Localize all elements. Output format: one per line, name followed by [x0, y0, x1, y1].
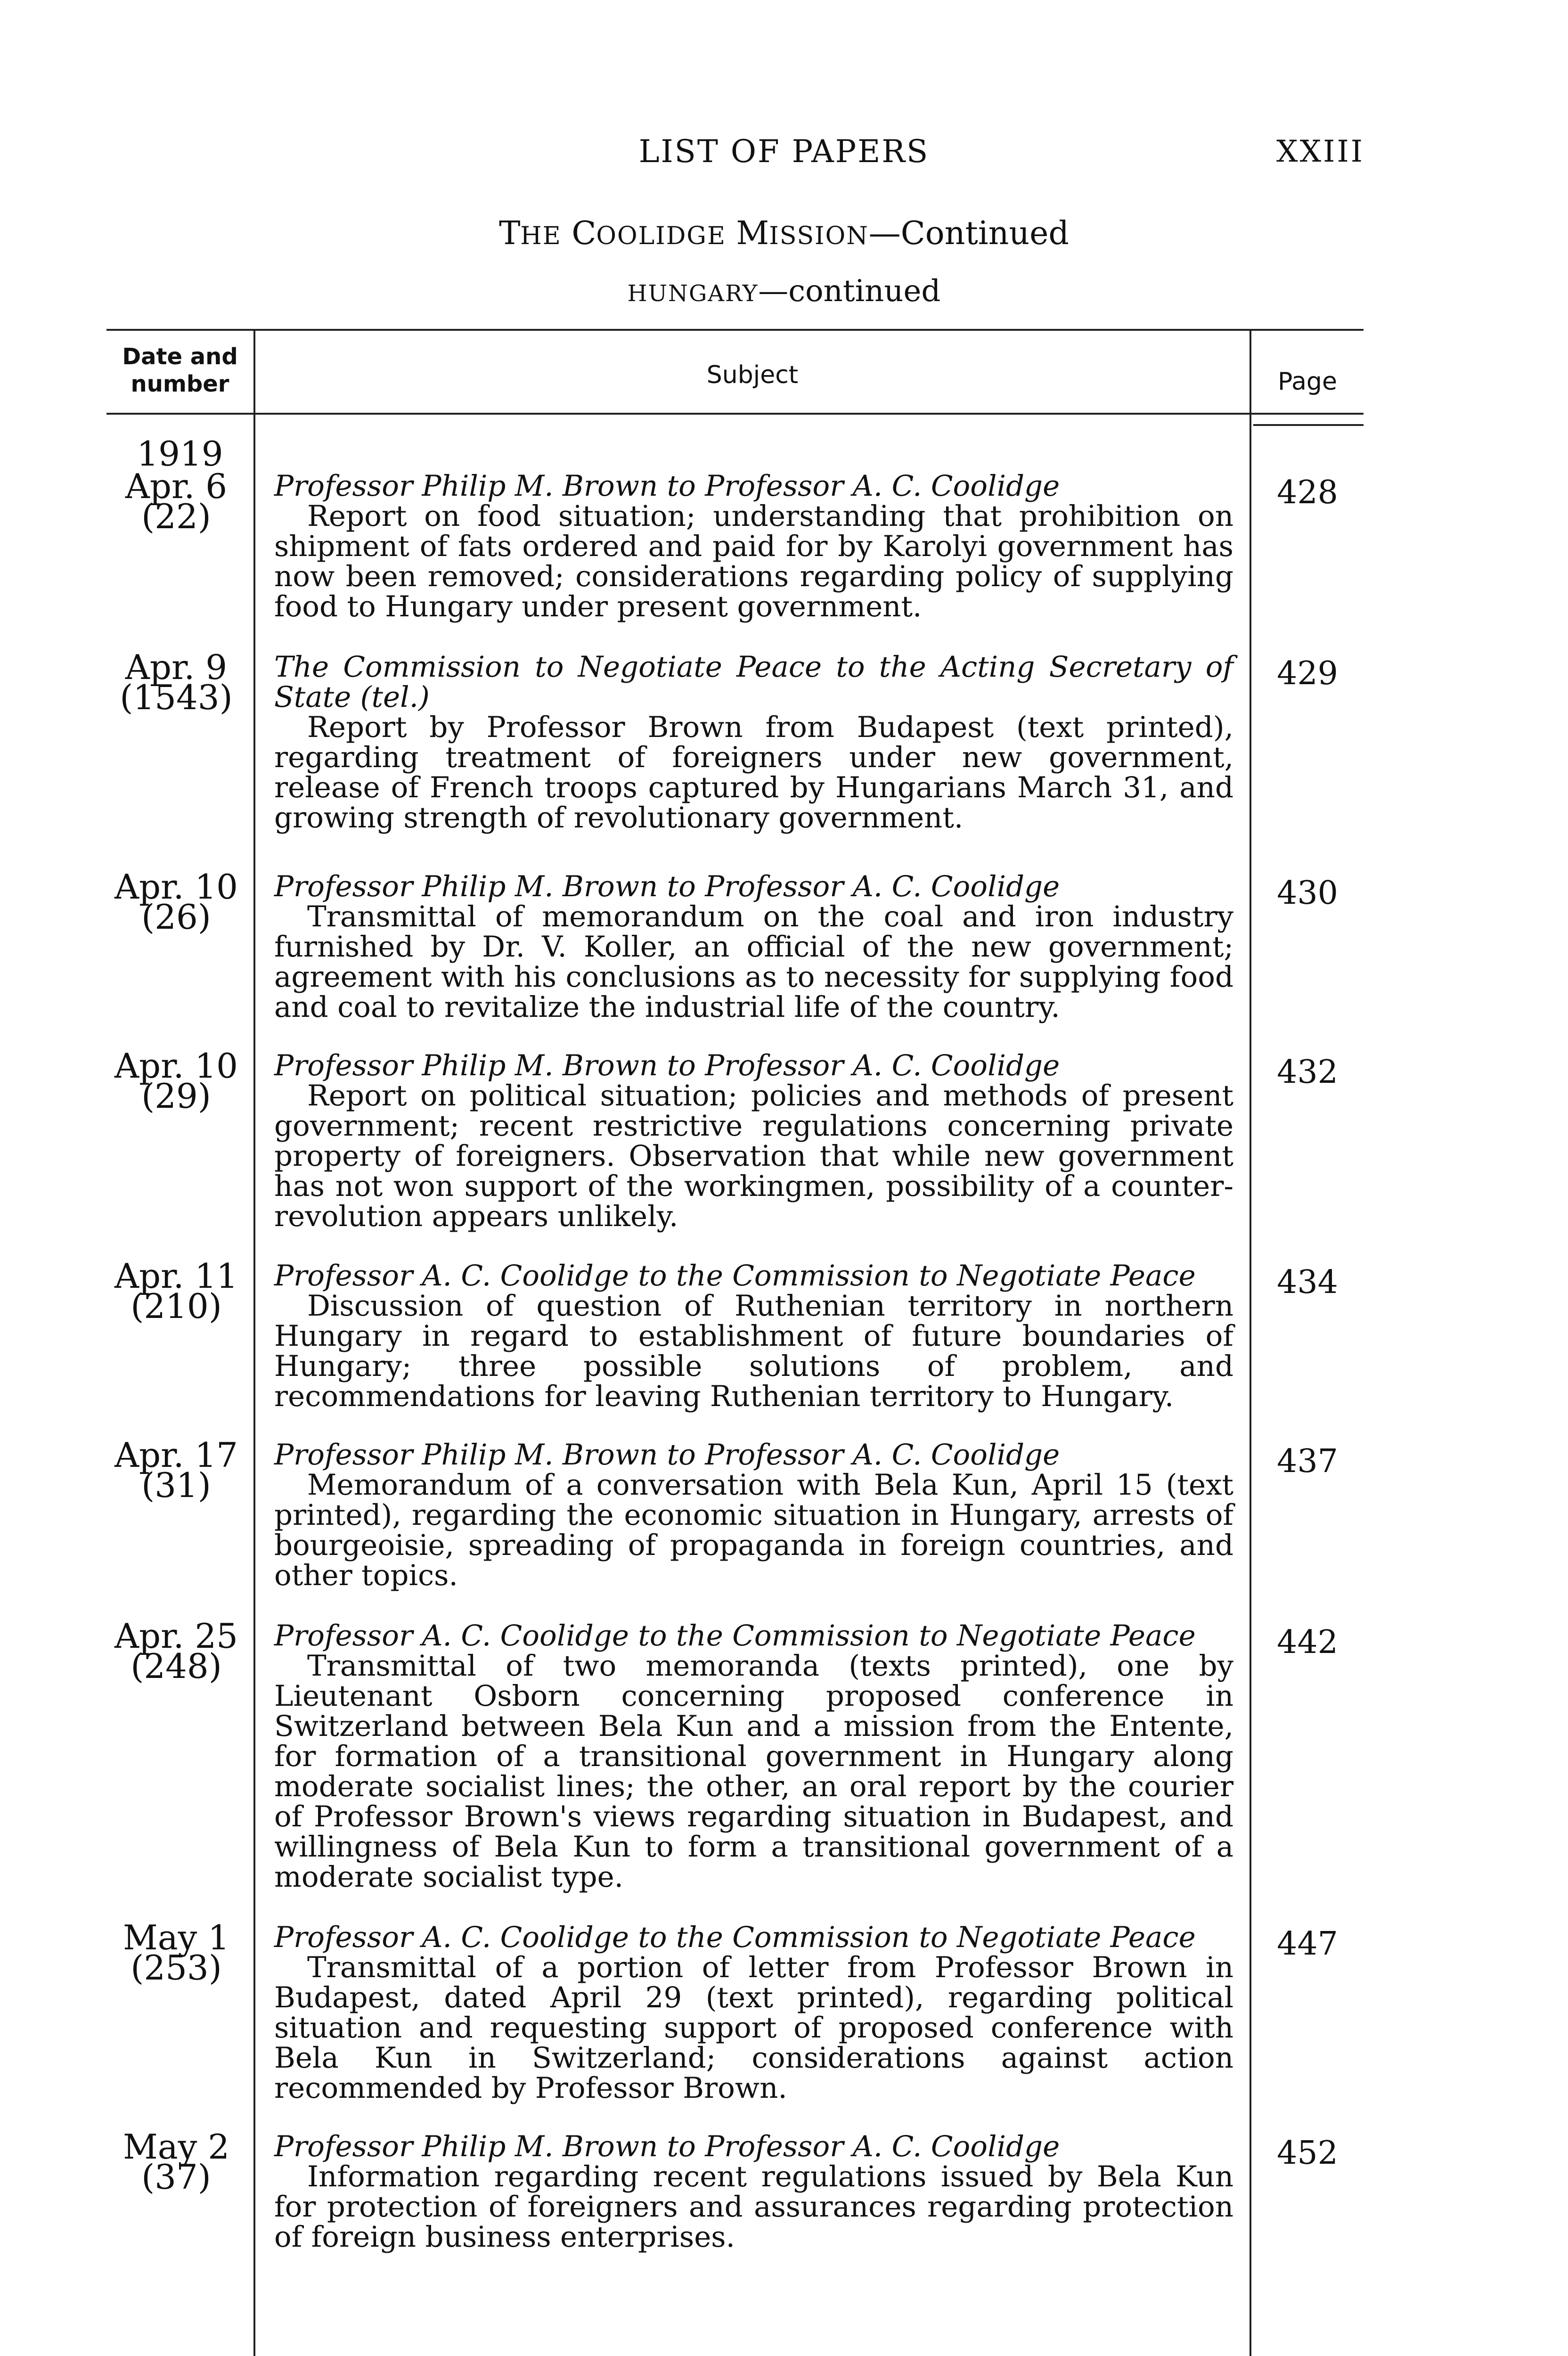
column-header-date: Date and number [122, 344, 238, 397]
entry-page: 452 [1277, 2135, 1338, 2172]
entry-date: Apr. 10 (26) [114, 867, 238, 937]
entry-date: Apr. 11 (210) [114, 1256, 238, 1326]
entry-description: Report on food situation; understanding that prohibition on shipment of fats ordered and paid for by Karolyi government has now been removed; considerations regarding policy of supplying food to Hungary under present government. [274, 499, 1233, 623]
entry-date: Apr. 6 (22) [125, 466, 228, 536]
entry-heading: The Commission to Negotiate Peace to the Acting Secretary of State (tel.) [274, 650, 1233, 714]
entry-page: 429 [1277, 655, 1338, 692]
entry-date: Apr. 25 (248) [114, 1616, 238, 1686]
entry-description: Transmittal of a portion of letter from Professor Brown in Budapest, dated April 29 (text printed), regarding political situation and requesting support of proposed conference with Bela Kun in Switzerland; considerations against action recommended by Professor Brown. [274, 1951, 1233, 2105]
entry-date: Apr. 17 (31) [114, 1435, 238, 1505]
header-bottom-rule [106, 413, 1364, 415]
entry-date: May 1 (253) [122, 1918, 230, 1988]
entry-page: 434 [1277, 1264, 1338, 1301]
entry-heading: Professor A. C. Coolidge to the Commission to Negotiate Peace [274, 1619, 1196, 1652]
entry-subject [274, 652, 1233, 833]
entry-description: Report on political situation; policies and methods of present government; recent restrictive regulations concerning private property of foreigners. Observation that while new government has not won support of the workingmen, possibility of a counter-revolution appears unlikely. [274, 1079, 1233, 1233]
entry-description: Discussion of question of Ruthenian territory in northern Hungary in regard to establishment of future boundaries of Hungary; three possible solutions of problem, and recommendations for leaving Ruthenian territory to Hungary. [274, 1289, 1233, 1413]
entry-page: 432 [1277, 1054, 1338, 1091]
entry-subject [274, 1261, 1233, 1412]
section-title: THE COOLIDGE MISSION—Continued [499, 215, 1069, 252]
subsection-title: HUNGARY—continued [627, 274, 941, 309]
entry-subject [274, 1922, 1233, 2103]
entry-heading: Professor Philip M. Brown to Professor A. C. Coolidge [274, 1049, 1060, 1082]
entry-subject [274, 2132, 1233, 2252]
entry-heading: Professor Philip M. Brown to Professor A. C. Coolidge [274, 870, 1060, 903]
column-divider-date [253, 329, 255, 2356]
entry-description: Transmittal of two memoranda (texts printed), one by Lieutenant Osborn concerning proposed conference in Switzerland between Bela Kun and a mission from the Entente, for formation of a transitional government in Hungary along moderate socialist lines; the other, an oral report by the courier of Professor Brown's views regarding situation in Budapest, and willingness of Bela Kun to form a transitional government of a moderate socialist type. [274, 1649, 1233, 1894]
entry-heading: Professor Philip M. Brown to Professor A. C. Coolidge [274, 469, 1060, 503]
entry-page: 430 [1277, 875, 1338, 912]
entry-subject [274, 1051, 1233, 1232]
entry-heading: Professor Philip M. Brown to Professor A. C. Coolidge [274, 2130, 1060, 2163]
column-header-page: Page [1278, 368, 1337, 396]
entry-date: May 2 (37) [122, 2127, 230, 2197]
table-top-rule [106, 329, 1364, 331]
page-header-rule [1253, 424, 1364, 426]
entry-date: Apr. 9 (1543) [120, 647, 233, 717]
entry-date: Apr. 10 (29) [114, 1046, 238, 1116]
entry-heading: Professor A. C. Coolidge to the Commission to Negotiate Peace [274, 1259, 1196, 1293]
entry-page: 428 [1277, 474, 1338, 511]
running-title: LIST OF PAPERS [638, 133, 930, 170]
entry-description: Information regarding recent regulations issued by Bela Kun for protection of foreigners and assurances regarding protection of foreign business enterprises. [274, 2160, 1233, 2254]
column-header-subject: Subject [706, 361, 799, 389]
entry-heading: Professor Philip M. Brown to Professor A. C. Coolidge [274, 1438, 1060, 1472]
entry-page: 437 [1277, 1443, 1338, 1480]
entry-description: Report by Professor Brown from Budapest (text printed), regarding treatment of foreigners under new government, release of French troops captured by Hungarians March 31, and growing strength of revolutionary government. [274, 711, 1233, 834]
entry-subject [274, 1440, 1233, 1591]
running-head [0, 128, 1568, 175]
entry-subject [274, 872, 1233, 1023]
entry-subject [274, 1621, 1233, 1892]
entry-description: Transmittal of memorandum on the coal and iron industry furnished by Dr. V. Koller, an official of the new government; agreement with his conclusions as to necessity for supplying food and coal to revitalize the industrial life of the country. [274, 900, 1233, 1024]
page-number: XXIII [1276, 134, 1364, 169]
entry-heading: Professor A. C. Coolidge to the Commission to Negotiate Peace [274, 1921, 1196, 1954]
entry-page: 442 [1277, 1624, 1338, 1661]
entry-description: Memorandum of a conversation with Bela Kun, April 15 (text printed), regarding the economic situation in Hungary, arrests of bourgeoisie, spreading of propaganda in foreign countries, and other topics. [274, 1468, 1233, 1592]
column-divider-page [1250, 329, 1251, 2356]
year-label: 1919 [137, 434, 223, 474]
entry-page: 447 [1277, 1925, 1338, 1963]
entry-subject [274, 471, 1233, 622]
